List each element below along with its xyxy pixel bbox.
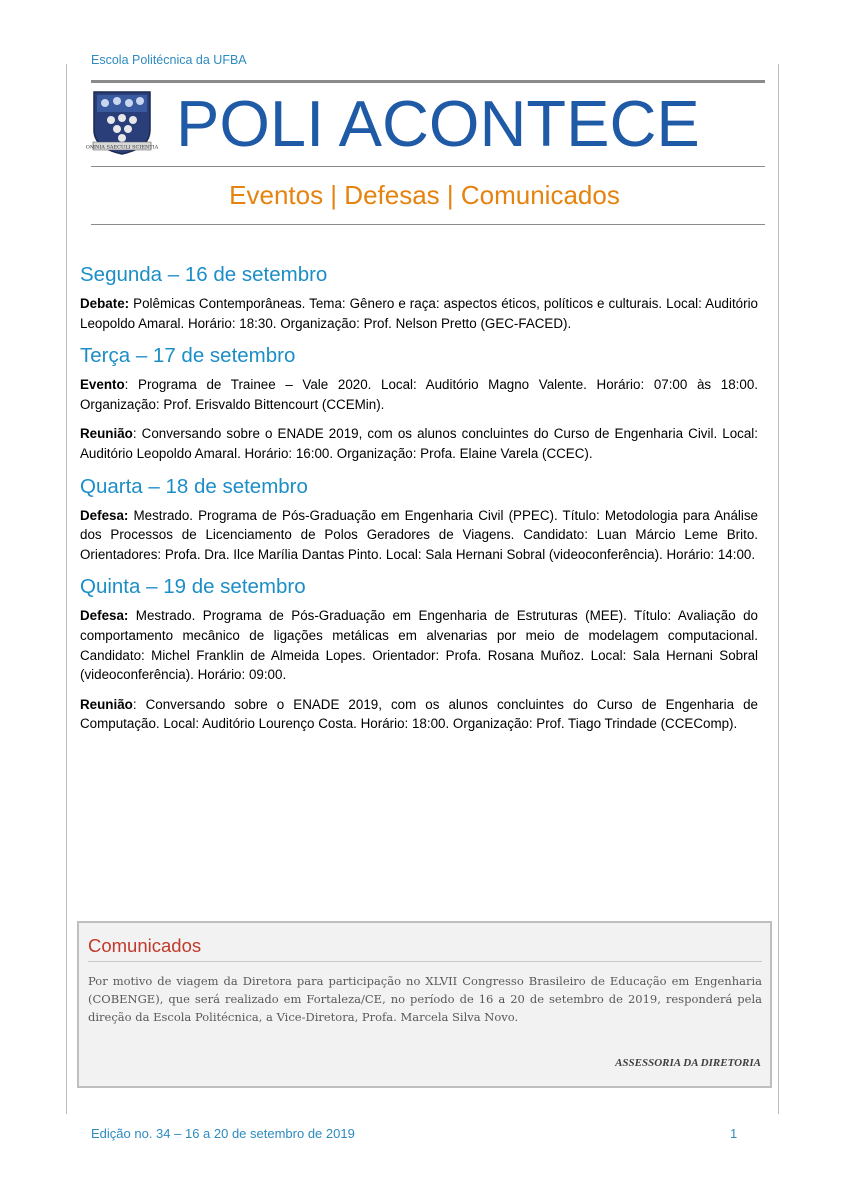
day-section-thursday <box>80 574 758 734</box>
day-section-monday <box>80 262 758 333</box>
day-heading: Quinta – 19 de setembro <box>80 575 306 599</box>
day-section-tuesday <box>80 343 758 463</box>
event-type-label: Debate: <box>80 296 130 311</box>
event-type-label: Defesa: <box>80 608 129 624</box>
event-type-label: Reunião <box>80 426 133 442</box>
event-description: : Programa de Trainee – Vale 2020. Local: Auditório Magno Valente. Horário: 07:00 às 18:00. Organização: Prof. Erisvaldo Bittencourt (CCEMin). <box>80 377 758 412</box>
day-section-wednesday <box>80 474 758 565</box>
event-type-label: Evento <box>80 377 125 393</box>
event-description: Mestrado. Programa de Pós-Graduação em Engenharia Civil (PPEC). Título: Metodologia para Análise dos Processos de Licenciamento de Polos Geradores de Viagens. Candidato: Luan Márcio Leme Brito. Orientadores: Profa. Dra. Ilce Marília Dantas Pinto. Local: Sala Hernani Sobral (videoconferência). Horário: 14:00. <box>80 507 758 562</box>
day-heading: Segunda – 16 de setembro <box>80 263 328 286</box>
event-description: Mestrado. Programa de Pós-Graduação em Engenharia de Estruturas (MEE). Título: Avaliação do comportamento mecânico de ligações metálicas em alvenarias por meio de modelagem computacional. Candidato: Michel Franklin de Almeida Lopes. Orientador: Profa. Rosana Muñoz. Local: Sala Hernani Sobral (videoconferência). Horário: 09:00. <box>80 608 758 683</box>
event-type-label: Reunião <box>80 696 133 712</box>
edition-info: Edição no. 34 – 16 a 20 de setembro de 2019 <box>91 1126 355 1141</box>
left-margin-rule <box>66 64 67 1114</box>
day-heading: Terça – 17 de setembro <box>80 344 296 368</box>
event-item <box>80 506 758 565</box>
event-item <box>80 294 758 333</box>
notice-divider <box>88 961 762 962</box>
newsletter-title: POLI ACONTECE <box>176 87 700 160</box>
school-name: Escola Politécnica da UFBA <box>91 53 247 67</box>
notice-text: Por motivo de viagem da Diretora para participação no XLVII Congresso Brasileiro de Educação em Engenharia (COBENGE), que será realizado em Fortaleza/CE, no período de 16 a 20 de setembro de 2019, responderá pela direção da Escola Politécnica, a Vice-Diretora, Profa. Marcela Silva Novo. <box>88 974 762 1024</box>
right-margin-rule <box>778 64 779 1114</box>
notice-box <box>77 921 772 1088</box>
event-description: : Conversando sobre o ENADE 2019, com os alunos concluintes do Curso de Engenharia de Computação. Local: Auditório Lourenço Costa. Horário: 18:00. Organização: Prof. Tiago Trindade (CCEComp). <box>80 696 758 732</box>
newsletter-subtitle: Eventos | Defesas | Comunicados <box>229 180 620 210</box>
event-description: Polêmicas Contemporâneas. Tema: Gênero e raça: aspectos éticos, políticos e culturais. Local: Auditório Leopoldo Amaral. Horário: 18:30. Organização: Prof. Nelson Pretto (GEC-FACED). <box>80 296 758 331</box>
event-type-label: Defesa: <box>80 507 129 523</box>
subtitle-bottom-rule <box>91 224 765 225</box>
logo-motto: OMNIA SAECULI SCIENTIA <box>85 144 159 151</box>
event-description: : Conversando sobre o ENADE 2019, com os alunos concluintes do Curso de Engenharia Civil. Local: Auditório Leopoldo Amaral. Horário: 16:00. Organização: Profa. Elaine Varela (CCEC). <box>80 426 758 461</box>
events-list <box>80 262 758 744</box>
event-item <box>80 375 758 414</box>
notice-signature: ASSESSORIA DA DIRETORIA <box>615 1057 761 1069</box>
header-top-rule <box>91 80 765 83</box>
page-number: 1 <box>730 1126 738 1141</box>
event-item <box>80 695 758 734</box>
title-bottom-rule <box>91 166 765 167</box>
notice-title: Comunicados <box>88 935 202 956</box>
event-item <box>80 424 758 463</box>
ufba-crest-logo <box>85 90 159 156</box>
day-heading: Quarta – 18 de setembro <box>80 474 308 498</box>
event-item <box>80 606 758 684</box>
